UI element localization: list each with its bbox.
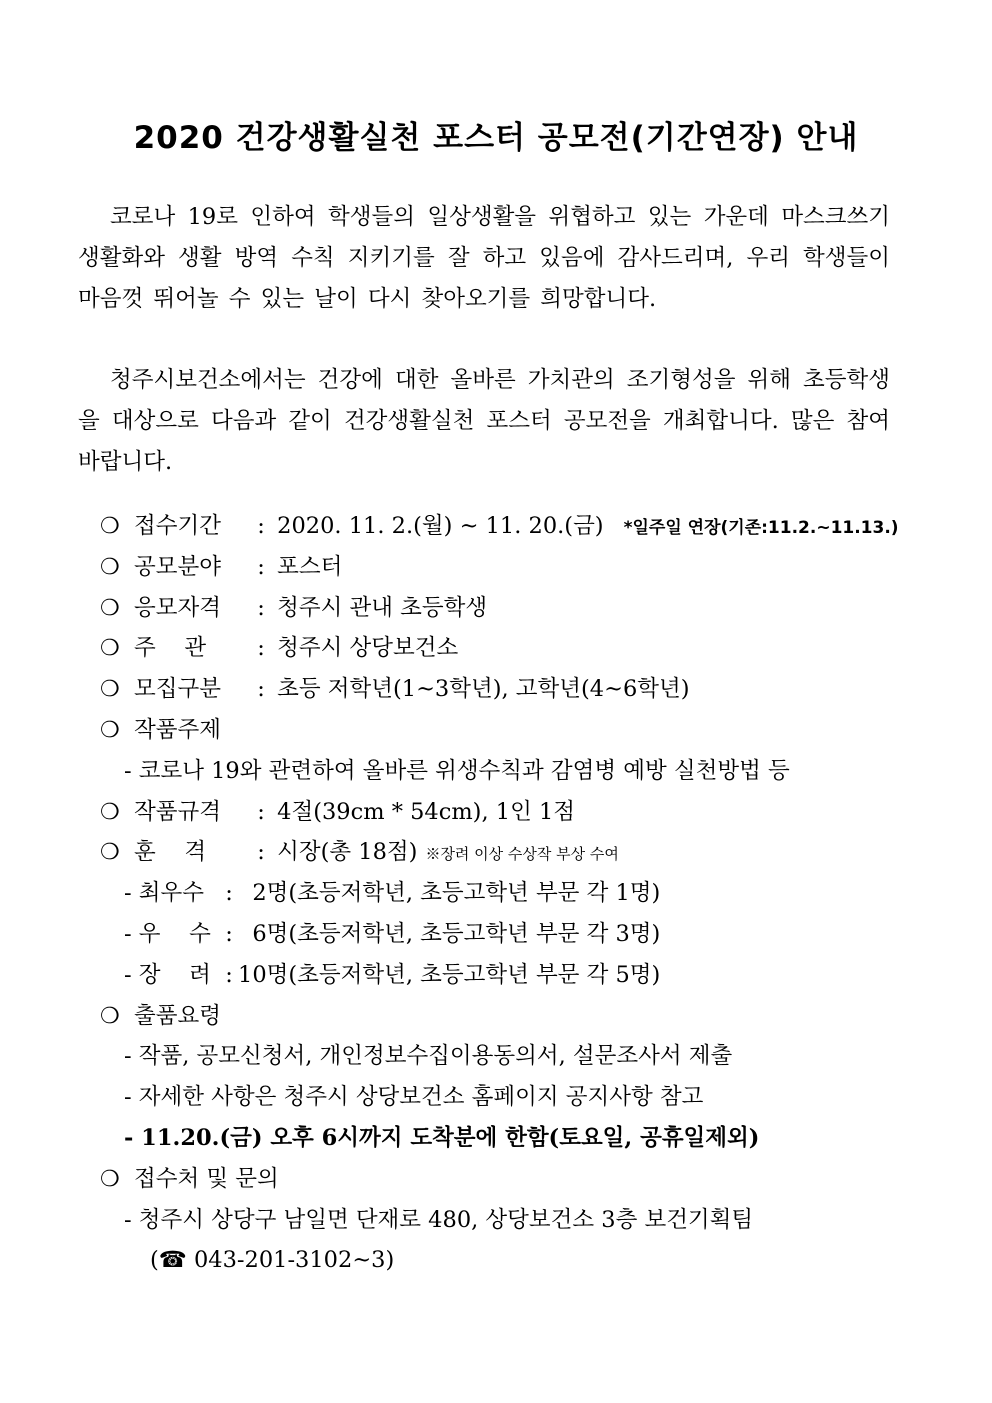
award-note: ※장려 이상 수상작 부상 수여	[425, 845, 619, 864]
submit-deadline: - 11.20.(금) 오후 6시까지 도착분에 한함(토요일, 공휴일제외)	[124, 1124, 760, 1151]
bullet-icon: ❍	[100, 717, 120, 743]
bullet-icon: ❍	[100, 595, 120, 621]
intro-paragraph-1: 코로나 19로 인하여 학생들의 일상생활을 위협하고 있는 가운데 마스크쓰기 생활화와 생활 방역 수칙 지키기를 잘 하고 있음에 감사드리며, 우리 학생들이 마음껏 뛰어놀 수 있는 날이 다시 찾아오기를 희망합니다.	[78, 204, 890, 312]
document-title: 2020 건강생활실천 포스터 공모전(기간연장) 안내	[133, 120, 859, 156]
award-encourage: - 장 려 : 10명(초등저학년, 초등고학년 부문 각 5명)	[124, 961, 661, 988]
bullet-icon: ❍	[100, 799, 120, 825]
info-list	[100, 506, 900, 1281]
contact-phone: (☎ 043-201-3102~3)	[150, 1247, 395, 1274]
item-award: ❍ 훈 격 : 시장(총 18점) ※장려 이상 수상작 부상 수여	[100, 832, 900, 873]
contact-address: - 청주시 상당구 남일면 단재로 480, 상당보건소 3층 보건기획팀	[124, 1206, 754, 1233]
item-field: ❍ 공모분야 : 포스터	[100, 547, 900, 588]
bullet-icon: ❍	[100, 677, 120, 703]
bullet-icon: ❍	[100, 1166, 120, 1192]
bullet-icon: ❍	[100, 1003, 120, 1029]
item-category: ❍ 모집구분 : 초등 저학년(1~3학년), 고학년(4~6학년)	[100, 669, 900, 710]
item-submit: ❍ 출품요령	[100, 996, 900, 1037]
item-contact: ❍ 접수처 및 문의	[100, 1159, 900, 1200]
intro-paragraph-2: 청주시보건소에서는 건강에 대한 올바른 가치관의 조기형성을 위해 초등학생을 대상으로 다음과 같이 건강생활실천 포스터 공모전을 개최합니다. 많은 참여 바랍니다.	[78, 367, 890, 475]
item-theme-detail: - 코로나 19와 관련하여 올바른 위생수칙과 감염병 예방 실천방법 등	[124, 757, 790, 784]
bullet-icon: ❍	[100, 554, 120, 580]
submit-detail-1: - 작품, 공모신청서, 개인정보수집이용동의서, 설문조사서 제출	[124, 1043, 733, 1070]
award-excellent: - 우 수 : 6명(초등저학년, 초등고학년 부문 각 3명)	[124, 920, 661, 947]
bullet-icon: ❍	[100, 636, 120, 662]
period-note: *일주일 연장(기존:11.2.~11.13.)	[623, 518, 899, 538]
item-eligibility: ❍ 응모자격 : 청주시 관내 초등학생	[100, 588, 900, 629]
submit-detail-2: - 자세한 사항은 청주시 상당보건소 홈페이지 공지사항 참고	[124, 1084, 704, 1111]
item-spec: ❍ 작품규격 : 4절(39cm * 54cm), 1인 1점	[100, 792, 900, 833]
award-top: - 최우수 : 2명(초등저학년, 초등고학년 부문 각 1명)	[124, 880, 661, 907]
item-theme: ❍ 작품주제	[100, 710, 900, 751]
item-host: ❍ 주 관 : 청주시 상당보건소	[100, 628, 900, 669]
item-period: ❍ 접수기간 : 2020. 11. 2.(월) ~ 11. 20.(금) *일주일 연장(기존:11.2.~11.13.)	[100, 506, 900, 547]
bullet-icon: ❍	[100, 514, 120, 539]
bullet-icon: ❍	[100, 840, 120, 866]
